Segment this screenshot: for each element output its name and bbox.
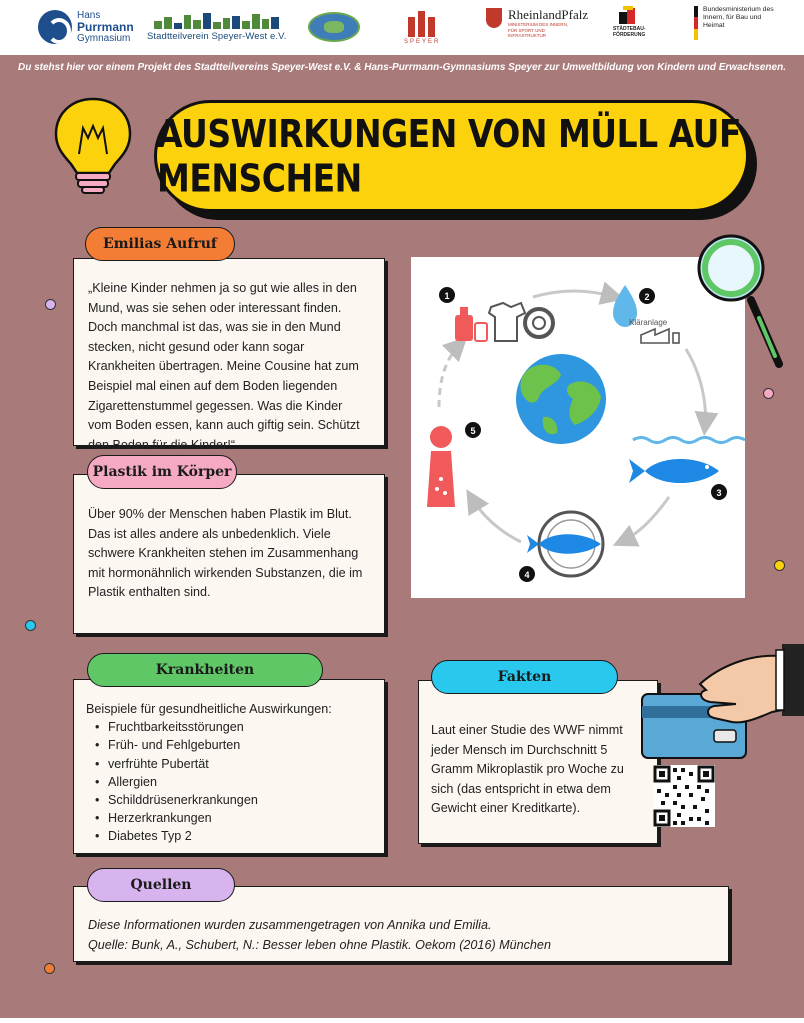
bottom-strip: [0, 1018, 804, 1023]
arrow-5-1: [439, 343, 461, 407]
hans-purrmann-logo: [38, 6, 134, 48]
fakten-text: Laut einer Studie des WWF nimmt jeder Mensch im Durchschnitt 5 Gramm Mikroplastik pro Woche zu sich (das entspricht in etwa dem Gewicht einer Kreditkarte).: [431, 723, 624, 816]
qr-code-icon: [653, 765, 715, 827]
arrow-3-4: [621, 497, 669, 542]
krankheiten-tag: Krankheiten: [87, 653, 323, 687]
decor-dot: [774, 560, 785, 571]
fakten-card: [418, 680, 658, 844]
step-3-label: 3: [716, 488, 722, 498]
hand-creditcard-icon: [640, 640, 804, 760]
list-item: • verfrühte Pubertät: [86, 755, 370, 773]
aufruf-text: „Kleine Kinder nehmen ja so gut wie alles in den Mund, was sie sehen oder interessant finden. Doch manchmal ist das, was sie in den Mund stecken, nicht gesund oder kann sogar Krankheiten übertragen. Meine Cousine hat zum Beispiel mal einen auf dem Boden liegenden Zigarettenstummel gegessen. Was die Kinder vom Boden essen, kann auch giftig sein. Schützt den Boden für die Kinder!“: [88, 281, 360, 452]
fakten-tag: Fakten: [431, 660, 618, 694]
hp-emblem-icon: [38, 10, 72, 44]
human-icon: [427, 426, 455, 507]
arrow-4-5: [471, 497, 521, 542]
quellen-tag: Quellen: [87, 868, 235, 902]
title-banner: [154, 100, 749, 212]
list-item: • Diabetes Typ 2: [86, 827, 370, 845]
lightbulb-icon: [52, 96, 134, 196]
hp-logo-top: Hans: [77, 10, 101, 21]
page-title: AUSWIRKUNGEN VON MÜLL AUF MENSCHEN: [157, 111, 741, 201]
aufruf-card: [73, 258, 385, 452]
hp-logo-main: Purrmann: [77, 20, 134, 34]
factory-icon: [641, 329, 679, 343]
step-5-label: 5: [470, 426, 476, 436]
logo-bar: [0, 0, 804, 55]
klaeranlage-label: Kläranlage: [629, 318, 668, 327]
krankheiten-list: [86, 718, 370, 845]
soziale-stadt-logo: [308, 6, 362, 48]
stadtteilverein-label: Stadtteilverein Speyer-West e.V.: [147, 30, 287, 42]
step-1-label: 1: [444, 291, 450, 301]
list-item: • Allergien: [86, 773, 370, 791]
plastik-text: Über 90% der Menschen haben Plastik im Blut. Das ist alles andere als unbedenklich. Viele schwere Krankheiten stehen im Zusammenhang mit hormonähnlich wirkenden Substanzen, die im Plastik enthalten sind.: [88, 507, 363, 600]
bmi-label: Bundesministerium des Innern, für Bau und Heimat: [703, 6, 774, 29]
quellen-line1: Diese Informationen wurden zusammengetragen von Annika und Emilia.: [88, 918, 492, 932]
decor-dot: [44, 963, 55, 974]
speyer-towers-icon: [406, 9, 438, 37]
krankheiten-card: [73, 679, 385, 854]
plastik-tag: Plastik im Körper: [87, 455, 237, 489]
bmi-logo: [694, 6, 783, 48]
earth-icon: [516, 354, 606, 444]
aufruf-tag: Emilias Aufruf: [85, 227, 235, 261]
arrow-1-2: [533, 291, 616, 297]
german-flag-icon: [694, 6, 698, 40]
intro-text: Du stehst hier vor einem Projekt des Stadtteilvereins Speyer-West e.V. & Hans-Purrmann-Gymnasiums Speyer zur Umweltbildung von Kindern und Erwachsenen.: [18, 62, 786, 73]
quellen-line2: Quelle: Bunk, A., Schubert, N.: Besser leben ohne Plastik. Oekom (2016) München: [88, 938, 551, 952]
krankheiten-intro: Beispiele für gesundheitliche Auswirkungen:: [86, 702, 332, 716]
skyline-icon: [154, 13, 279, 29]
plastik-card: [73, 474, 385, 634]
decor-dot: [45, 299, 56, 310]
plate-fish-icon: [527, 512, 603, 576]
list-item: • Früh- und Fehlgeburten: [86, 736, 370, 754]
rheinland-pfalz-logo: [486, 8, 588, 50]
soziale-stadt-emblem-icon: [308, 12, 360, 42]
step-2-label: 2: [644, 292, 650, 302]
hp-logo-sub: Gymnasium: [77, 33, 131, 44]
decor-dot: [763, 388, 774, 399]
stadtteilverein-logo: [147, 6, 286, 48]
staedtebau-logo: [613, 6, 653, 48]
waste-icon: [455, 303, 553, 341]
list-item: • Fruchtbarkeitsstörungen: [86, 718, 370, 736]
speyer-logo: [404, 6, 440, 48]
decor-dot: [25, 620, 36, 631]
fish-icon: [629, 459, 719, 483]
list-item: • Schilddrüsenerkrankungen: [86, 791, 370, 809]
speyer-label: SPEYER: [404, 39, 441, 45]
rlp-label: RheinlandPfalz: [508, 7, 589, 22]
rlp-ministry: MINISTERIUM DES INNERN, FÜR SPORT UND INFRASTRUKTUR: [508, 22, 569, 38]
rlp-crest-icon: [486, 8, 502, 28]
water-line: [633, 438, 745, 443]
step-4-label: 4: [524, 570, 530, 580]
staedtebau-label: STÄDTEBAU-FÖRDERUNG: [613, 26, 646, 38]
list-item: • Herzerkrankungen: [86, 809, 370, 827]
magnifier-icon: [695, 232, 785, 372]
staedtebau-house-icon: [613, 6, 641, 24]
